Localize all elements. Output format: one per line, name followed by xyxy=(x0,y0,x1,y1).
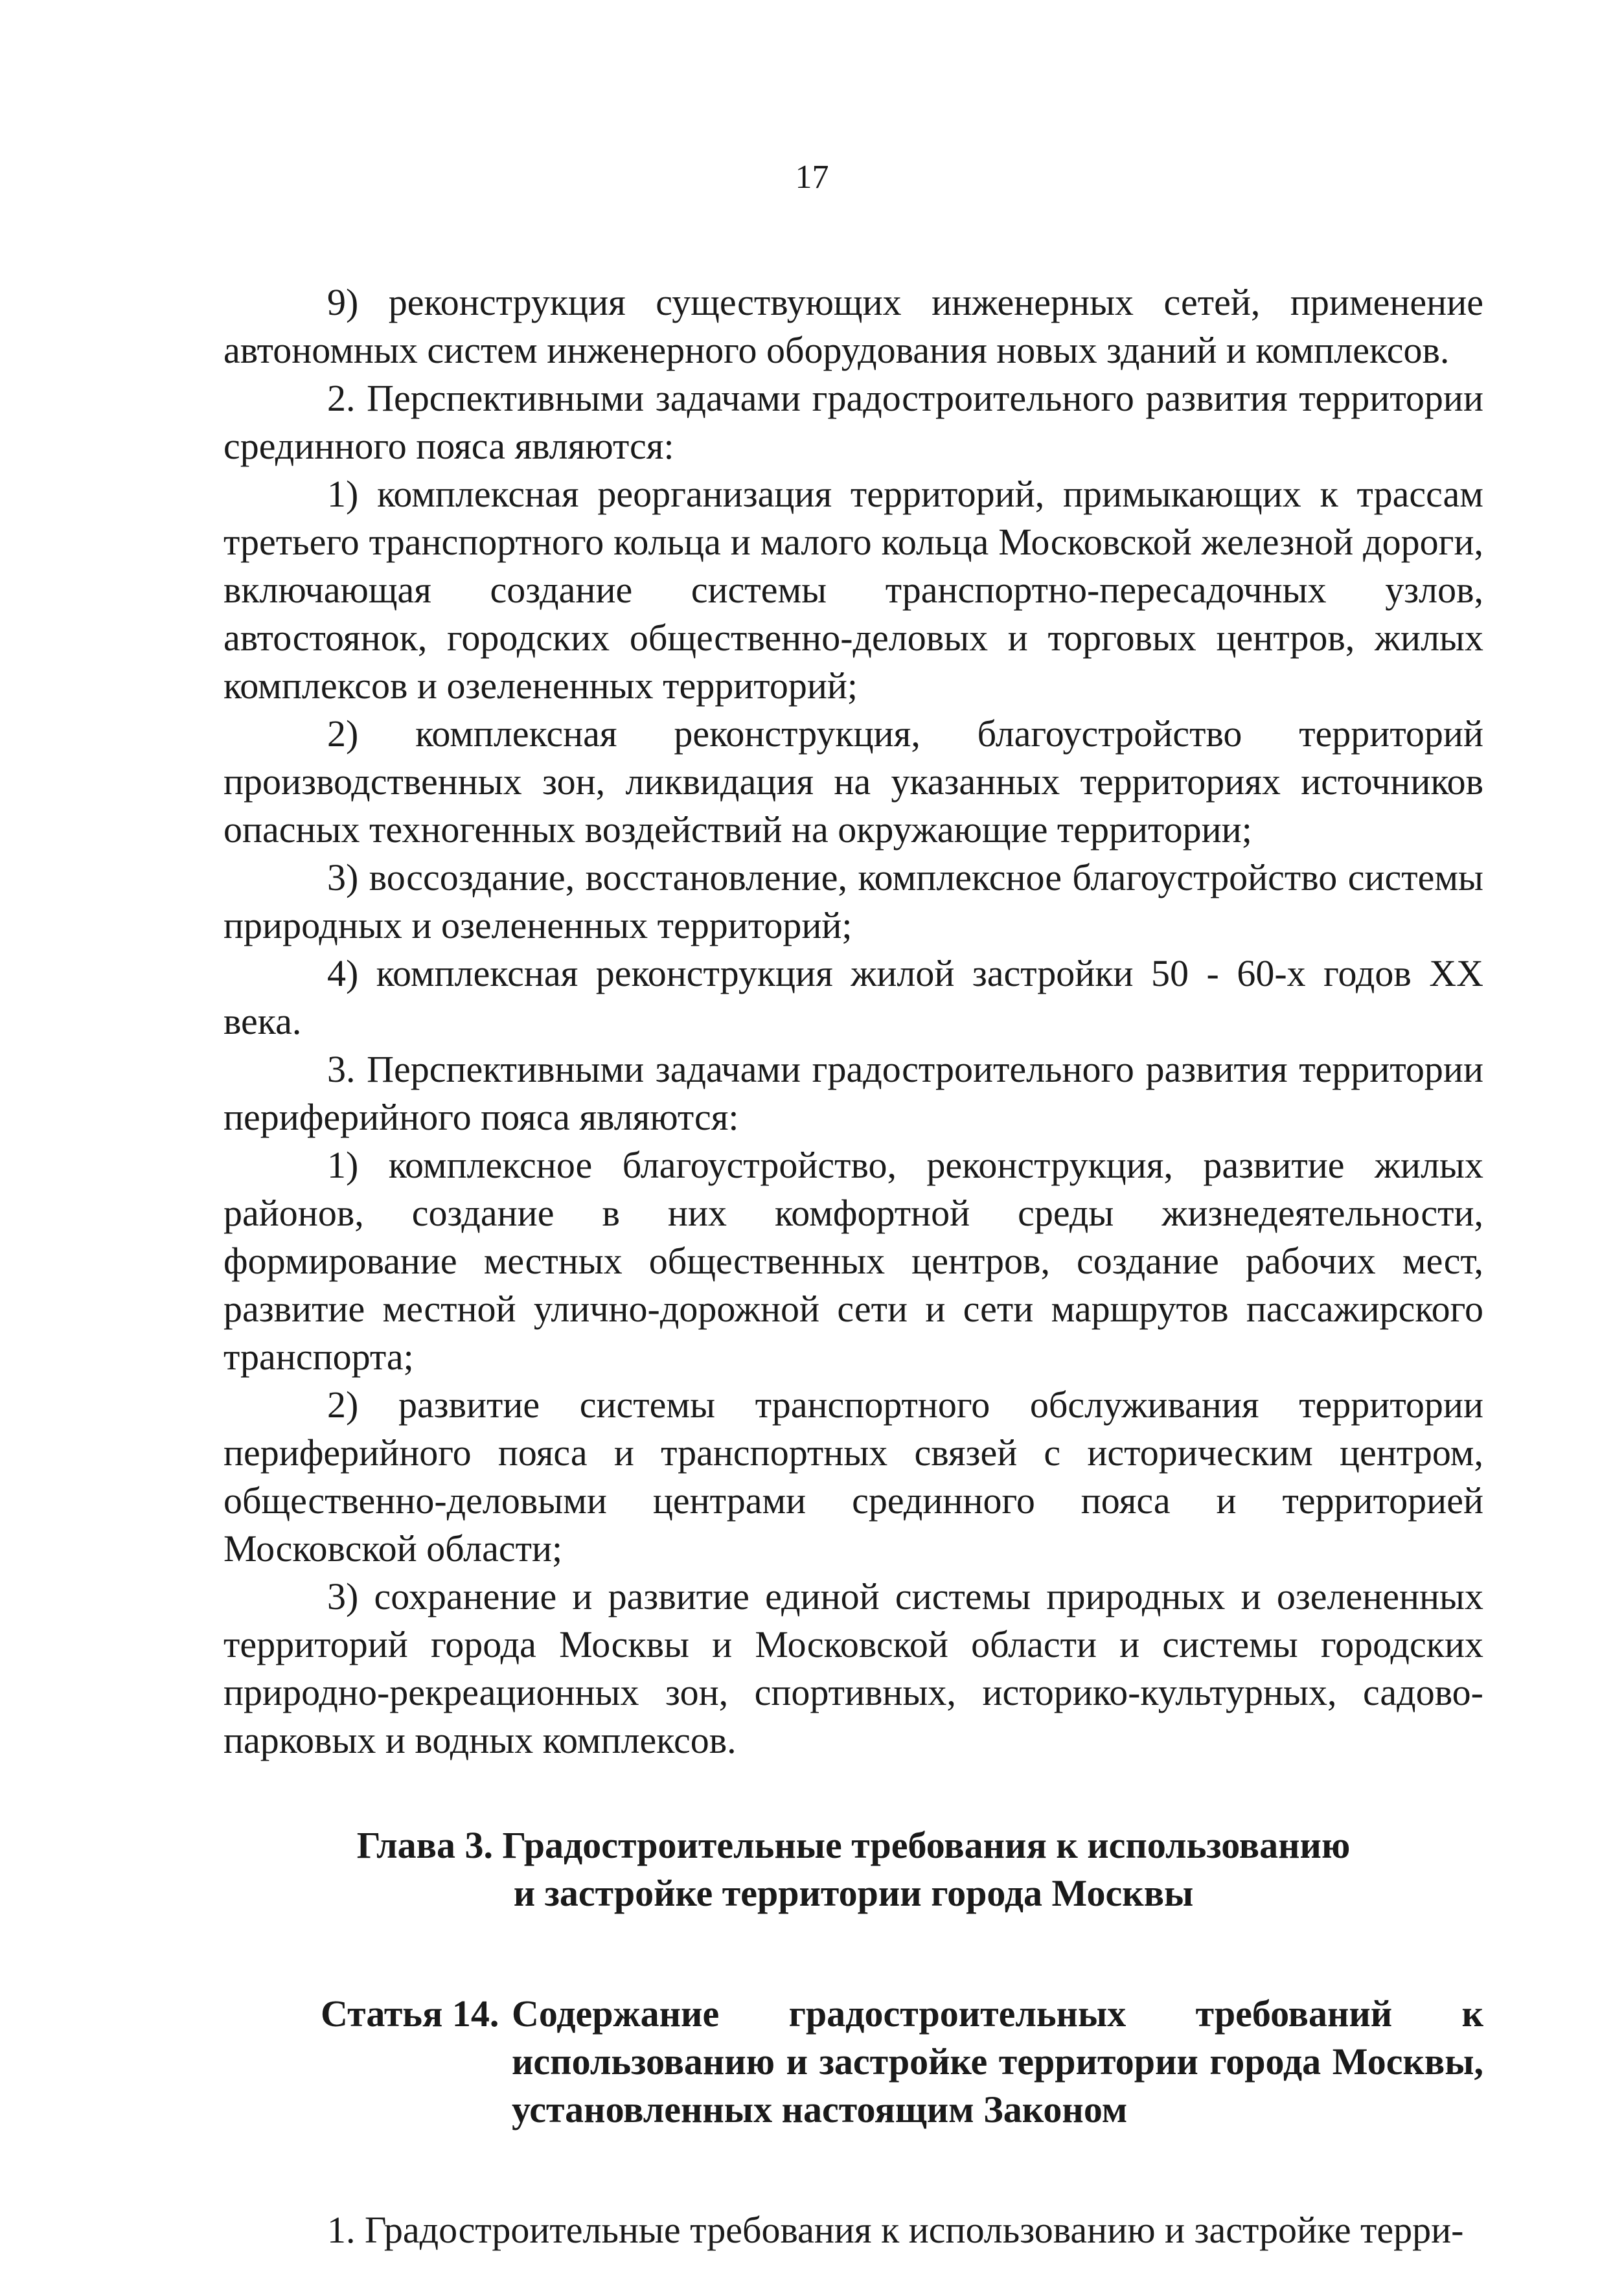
paragraph-section-2: 2. Перспективными задачами градостроительного развития территории срединного пояса являются: xyxy=(223,377,1483,467)
chapter-heading-line-1: Глава 3. Градостроительные требования к использованию xyxy=(356,1824,1351,1866)
page-number: 17 xyxy=(795,159,829,196)
article-heading xyxy=(223,1990,1483,2134)
paragraph-item-4: 4) комплексная реконструкция жилой застройки 50 - 60-х годов XX века. xyxy=(223,952,1483,1042)
paragraph-item-1: 1) комплексная реорганизация территорий, примыкающих к трассам третьего транспортного кольца и малого кольца Московской железной дороги, включающая создание системы транспортно-пересадочных узлов, автостоянок, городских общественно-деловых и торговых центров, жилых комплексов и озелененных территорий; xyxy=(223,473,1483,707)
paragraph-item-2: 2) комплексная реконструкция, благоустройство территорий производственных зон, ликвидация на указанных территориях источников опасных техногенных воздействий на окружающие территории; xyxy=(223,713,1483,851)
article-title: Содержание градостроительных требований к использованию и застройке территории города Москвы, установленных настоящим Законом xyxy=(512,1993,1483,2130)
paragraph-section-3: 3. Перспективными задачами градостроительного развития территории периферийного пояса являются: xyxy=(223,1048,1483,1138)
paragraph-item-3: 3) воссоздание, восстановление, комплексное благоустройство системы природных и озелененных территорий; xyxy=(223,856,1483,946)
chapter-heading-line-2: и застройке территории города Москвы xyxy=(513,1872,1194,1914)
article-number: Статья 14. xyxy=(321,1993,499,2035)
paragraph-item-2b: 2) развитие системы транспортного обслуживания территории периферийного пояса и транспортных связей с историческим центром, общественно-деловыми центрами срединного пояса и территорией Московской области; xyxy=(223,1384,1483,1570)
chapter-heading xyxy=(223,1821,1483,1917)
paragraph-item-3b: 3) сохранение и развитие единой системы природных и озелененных территорий города Москвы и Московской области и системы городских природно-рекреационных зон, спортивных, историко-культурных, садово-парковых и водных комплексов. xyxy=(223,1575,1483,1761)
paragraph-article-1: 1. Градостроительные требования к использованию и застройке терри- xyxy=(327,2209,1464,2251)
paragraph-item-1b: 1) комплексное благоустройство, реконструкция, развитие жилых районов, создание в них комфортной среды жизнедеятельности, формирование местных общественных центров, создание рабочих мест, развитие местной улично-дорожной сети и сети маршрутов пассажирского транспорта; xyxy=(223,1144,1483,1378)
document-body xyxy=(223,279,1483,2254)
paragraph-item-9: 9) реконструкция существующих инженерных сетей, применение автономных систем инженерного оборудования новых зданий и комплексов. xyxy=(223,281,1483,371)
